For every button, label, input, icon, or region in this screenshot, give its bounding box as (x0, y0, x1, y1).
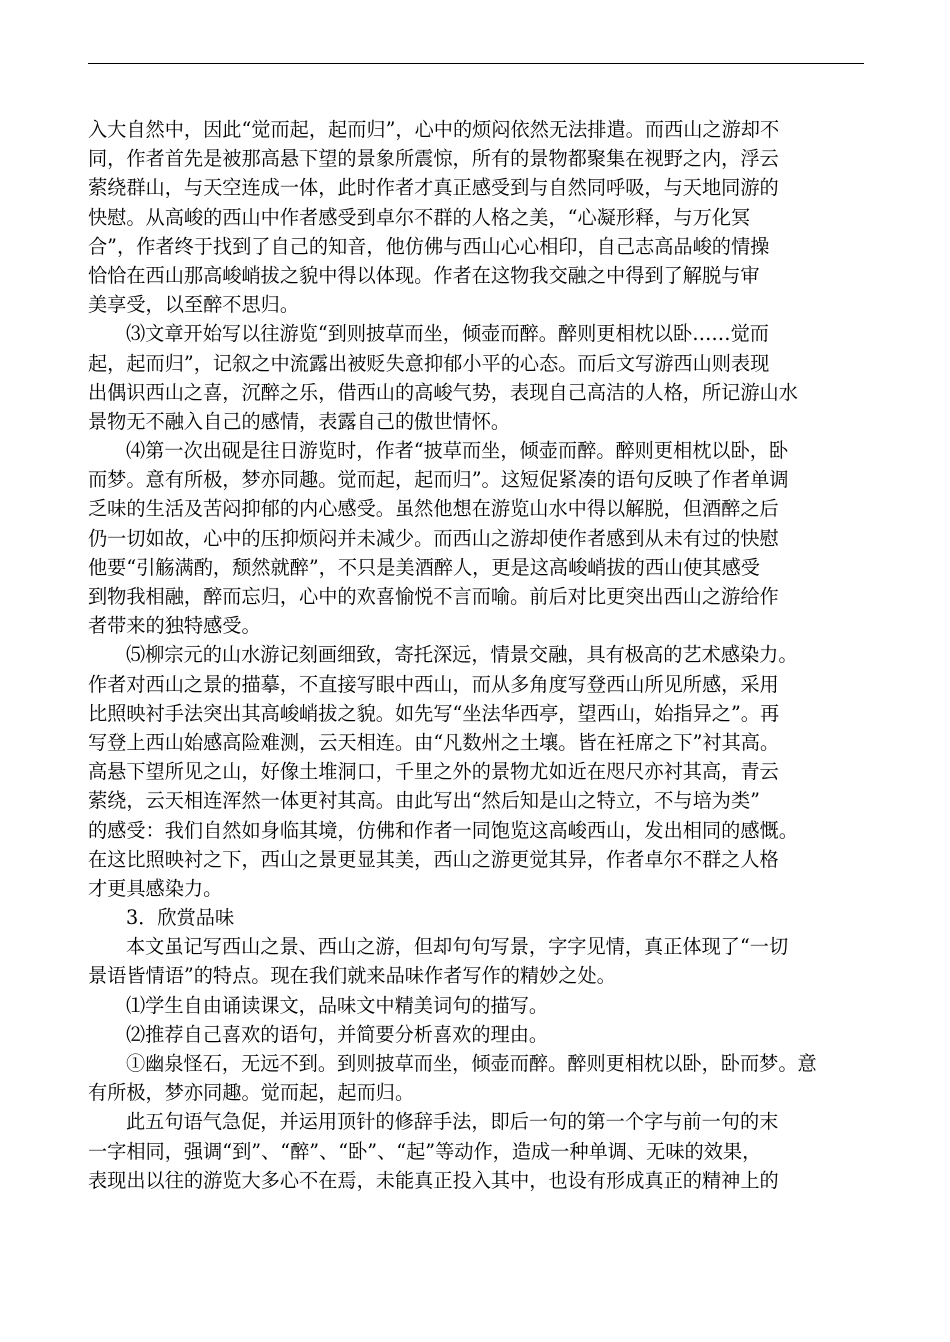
text-line: 同，作者首先是被那高悬下望的景象所震惊，所有的景物都聚集在视野之内，浮云 (88, 147, 779, 171)
text-line: 快慰。从高峻的西山中作者感受到卓尔不群的人格之美，“心凝形释，与万化冥 (88, 205, 751, 229)
text-line: 此五句语气急促，并运用顶针的修辞手法，即后一句的第一个字与前一句的末 (126, 1110, 779, 1134)
text-line: 而梦。意有所极，梦亦同趣。觉而起，起而归”。这短促紧凑的语句反映了作者单调 (88, 468, 789, 492)
text-line: ⑷第一次出砚是往日游览时，作者“披草而坐，倾壶而醉。醉则更相枕以卧，卧 (126, 439, 789, 463)
document-body (88, 115, 864, 1195)
text-line: 到物我相融，醉而忘归，心中的欢喜愉悦不言而喻。前后对比更突出西山之游给作 (88, 585, 779, 608)
text-line: 作者对西山之景的描摹，不直接写眼中西山，而从多角度写登西山所见所感，采用 (88, 672, 779, 696)
text-line: 入大自然中，因此“觉而起，起而归”，心中的烦闷依然无法排遣。而西山之游却不 (88, 118, 780, 141)
text-line: 他要“引觞满酌，颓然就醉”，不只是美酒醉人，更是这高峻峭拔的西山使其感受 (88, 555, 760, 579)
text-line: 才更具感染力。 (88, 876, 223, 900)
text-line: 一字相同，强调“到”、“醉”、“卧”、“起”等动作，造成一种单调、无味的效果， (88, 1139, 762, 1163)
text-line: 仍一切如故，心中的压抑烦闷并未减少。而西山之游却使作者感到从未有过的快慰 (88, 526, 779, 550)
text-line: ⑴学生自由诵读课文，品味文中精美词句的描写。 (126, 993, 549, 1017)
text-line: 恰恰在西山那高峻峭拔之貌中得以体现。作者在这物我交融之中得到了解脱与审 (88, 263, 760, 287)
text-line: 景物无不融入自己的感情，表露自己的傲世情怀。 (88, 409, 511, 433)
text-line: 写登上西山始感高险难测，云天相连。由“凡数州之土壤。皆在衽席之下”衬其高。 (88, 730, 780, 754)
text-line: 在这比照映衬之下，西山之景更显其美，西山之游更觉其异，作者卓尔不群之人格 (88, 847, 779, 871)
text-line: ⑸柳宗元的山水游记刻画细致，寄托深远，情景交融，具有极高的艺术感染力。 (126, 643, 798, 667)
text-line: 3．欣赏品味 (126, 906, 235, 930)
text-line: 者带来的独特感受。 (88, 614, 261, 638)
text-line: 比照映衬手法突出其高峻峭拔之貌。如先写“坐法华西亭，望西山，始指异之”。再 (88, 701, 780, 725)
text-line: 萦绕，云天相连浑然一体更衬其高。由此写出“然后知是山之特立，不与培为类” (88, 789, 760, 813)
text-line: 表现出以往的游览大多心不在焉，未能真正投入其中，也设有形成真正的精神上的 (88, 1168, 779, 1192)
text-line: 高悬下望所见之山，好像土堆洞口，千里之外的景物尤如近在咫尺亦衬其高，青云 (88, 760, 779, 784)
header-rule (88, 63, 864, 64)
text-line: ⑵推荐自己喜欢的语句，并简要分析喜欢的理由。 (126, 1022, 549, 1046)
text-line: 景语皆情语”的特点。现在我们就来品味作者写作的精妙之处。 (88, 964, 616, 988)
text-line: 美享受，以至醉不思归。 (88, 293, 300, 317)
text-line: 有所极，梦亦同趣。觉而起，起而归。 (88, 1081, 415, 1105)
text-line: 起，起而归”，记叙之中流露出被贬失意抑郁小平的心态。而后文写游西山则表现 (88, 351, 770, 375)
text-line: ①幽泉怪石，无远不到。到则披草而坐，倾壶而醉。醉则更相枕以卧，卧而梦。意 (126, 1052, 817, 1075)
text-line: 的感受：我们自然如身临其境，仿佛和作者一同饱览这高峻西山，发出相同的感慨。 (88, 818, 798, 842)
text-line: 本文虽记写西山之景、西山之游，但却句句写景，字字见情，真正体现了“一切 (126, 935, 789, 959)
text-line: ⑶文章开始写以往游览“到则披草而坐，倾壶而醉。醉则更相枕以卧……觉而 (126, 322, 769, 346)
text-line: 合”，作者终于找到了自己的知音，他仿佛与西山心心相印，自己志高品峻的情操 (88, 234, 770, 258)
text-line: 乏味的生活及苦闷抑郁的内心感受。虽然他想在游览山水中得以解脱，但酒醉之后 (88, 497, 779, 521)
text-line: 萦绕群山，与天空连成一体，此时作者才真正感受到与自然同呼吸，与天地同游的 (88, 176, 779, 200)
text-line: 出偶识西山之喜，沉醉之乐，借西山的高峻气势，表现自己高洁的人格，所记游山水 (88, 380, 798, 404)
